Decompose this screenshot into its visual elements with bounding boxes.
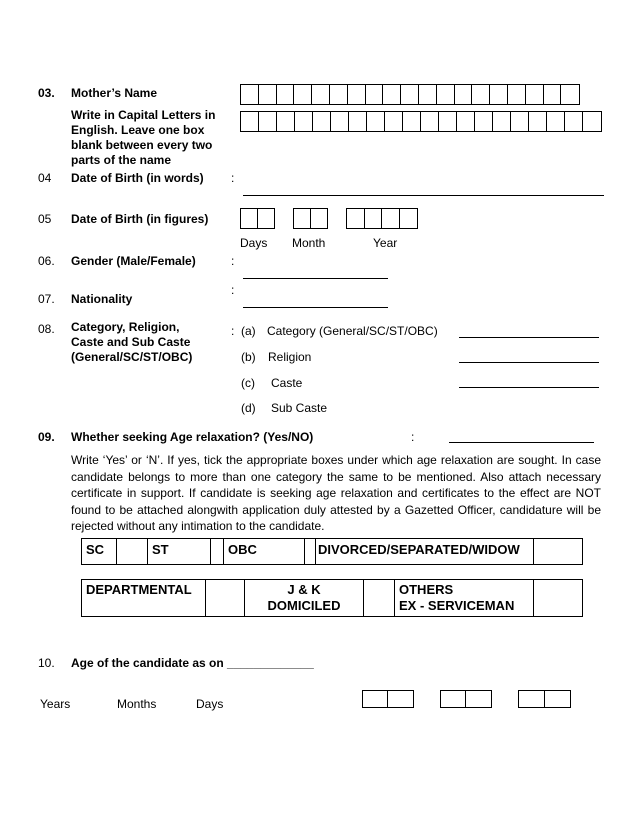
mother-name-boxes-row2[interactable] (240, 111, 602, 132)
q08-item-c-marker: (c) (241, 376, 255, 390)
char-box[interactable] (403, 112, 421, 131)
age-relaxation-categories-row1 (81, 538, 583, 565)
divorced-checkbox[interactable] (534, 539, 583, 565)
q09-colon: : (411, 430, 415, 444)
q09-label: Whether seeking Age relaxation? (Yes/NO) (71, 430, 314, 444)
q06-label: Gender (Male/Female) (71, 254, 196, 268)
domiciled-label: DOMICILED (267, 598, 341, 613)
char-box[interactable] (365, 209, 383, 228)
dob-year-caption: Year (373, 236, 398, 250)
sc-checkbox[interactable] (117, 539, 148, 565)
q10-number: 10. (38, 656, 55, 670)
age-days-boxes[interactable] (518, 690, 571, 708)
dob-month-caption: Month (292, 236, 326, 250)
char-box[interactable] (385, 112, 403, 131)
q08-number: 08. (38, 322, 55, 336)
char-box[interactable] (258, 209, 274, 228)
char-box[interactable] (441, 691, 466, 707)
char-box[interactable] (457, 112, 475, 131)
char-box[interactable] (294, 85, 312, 104)
char-box[interactable] (383, 85, 401, 104)
ex-serviceman-text: EX - SERVICEMAN (399, 598, 515, 613)
q04-number: 04 (38, 171, 52, 185)
q05-label: Date of Birth (in figures) (71, 212, 209, 226)
q08-item-c-text: Caste (271, 376, 303, 390)
char-box[interactable] (419, 85, 437, 104)
others-text: OTHERS (399, 582, 454, 597)
char-box[interactable] (511, 112, 529, 131)
char-box[interactable] (421, 112, 439, 131)
others-checkbox[interactable] (534, 580, 583, 617)
char-box[interactable] (472, 85, 490, 104)
q05-number: 05 (38, 212, 52, 226)
char-box[interactable] (466, 691, 491, 707)
char-box[interactable] (508, 85, 526, 104)
age-years-boxes[interactable] (362, 690, 414, 708)
q03-number: 03. (38, 86, 55, 100)
char-box[interactable] (295, 112, 313, 131)
q03-label: Mother’s Name (71, 86, 158, 100)
st-checkbox[interactable] (211, 539, 224, 565)
religion-line[interactable] (459, 362, 599, 363)
q10-label: Age of the candidate as on _____________ (71, 656, 314, 670)
char-box[interactable] (277, 112, 295, 131)
char-box[interactable] (259, 85, 277, 104)
char-box[interactable] (547, 112, 565, 131)
char-box[interactable] (330, 85, 348, 104)
q04-colon: : (231, 171, 235, 185)
char-box[interactable] (294, 209, 311, 228)
char-box[interactable] (583, 112, 601, 131)
q06-number: 06. (38, 254, 55, 268)
age-relaxation-line[interactable] (449, 442, 594, 443)
departmental-label: DEPARTMENTAL (82, 580, 206, 617)
dob-year-boxes[interactable] (346, 208, 418, 229)
char-box[interactable] (400, 209, 417, 228)
age-relaxation-instructions: Write ‘Yes’ or ‘N’. If yes, tick the appropriate boxes under which age relaxation are sought. In case candidate belongs to more than one category the same to be mentioned. Also attach necessary certificate in support. If candidate is seeking age relaxation and certificates to the effect are NOT found to be attached alongwith application duly attested by a Gazetted Officer, candidature will be rejected without any intimation to the candidate. (71, 453, 601, 533)
age-days-caption: Days (196, 697, 224, 711)
caste-line[interactable] (459, 387, 599, 388)
q08-item-d-marker: (d) (241, 401, 256, 415)
char-box[interactable] (241, 209, 258, 228)
st-label: ST (148, 539, 211, 565)
age-months-boxes[interactable] (440, 690, 492, 708)
dob-words-line[interactable] (243, 195, 604, 196)
departmental-checkbox[interactable] (206, 580, 245, 617)
others-label (395, 580, 534, 617)
char-box[interactable] (565, 112, 583, 131)
dob-month-boxes[interactable] (293, 208, 328, 229)
q07-label: Nationality (71, 292, 133, 306)
char-box[interactable] (561, 85, 579, 104)
char-box[interactable] (544, 85, 562, 104)
jk-checkbox[interactable] (364, 580, 395, 617)
q04-label: Date of Birth (in words) (71, 171, 204, 185)
dob-day-boxes[interactable] (240, 208, 275, 229)
char-box[interactable] (367, 112, 385, 131)
char-box[interactable] (277, 85, 295, 104)
char-box[interactable] (313, 112, 331, 131)
mother-name-boxes-row1[interactable] (240, 84, 580, 105)
q06-colon: : (231, 254, 235, 268)
char-box[interactable] (348, 85, 366, 104)
char-box[interactable] (259, 112, 277, 131)
q09-number: 09. (38, 430, 55, 444)
char-box[interactable] (363, 691, 388, 707)
q08-colon: : (231, 324, 235, 338)
q07-colon: : (231, 283, 235, 297)
gender-line[interactable] (243, 278, 388, 279)
char-box[interactable] (519, 691, 545, 707)
char-box[interactable] (347, 209, 365, 228)
q08-item-b-marker: (b) (241, 350, 256, 364)
q03-note: Write in Capital Letters in English. Leave one box blank between every two parts of the name (71, 108, 216, 167)
q08-item-a-text: Category (General/SC/ST/OBC) (267, 324, 438, 338)
char-box[interactable] (241, 85, 259, 104)
q08-item-a-marker: (a) (241, 324, 256, 338)
char-box[interactable] (455, 85, 473, 104)
obc-label: OBC (224, 539, 305, 565)
char-box[interactable] (545, 691, 570, 707)
char-box[interactable] (475, 112, 493, 131)
age-years-caption: Years (40, 697, 71, 711)
q08-label: Category, Religion, Caste and Sub Caste (General/SC/ST/OBC) (71, 320, 193, 364)
char-box[interactable] (311, 209, 327, 228)
jk-domiciled-label (245, 580, 364, 617)
sc-label: SC (82, 539, 117, 565)
q07-number: 07. (38, 292, 55, 306)
char-box[interactable] (241, 112, 259, 131)
jk-label: J & K (287, 582, 321, 597)
char-box[interactable] (312, 85, 330, 104)
char-box[interactable] (439, 112, 457, 131)
age-relaxation-categories-row2 (81, 579, 583, 617)
age-months-caption: Months (117, 697, 157, 711)
char-box[interactable] (493, 112, 511, 131)
char-box[interactable] (331, 112, 349, 131)
char-box[interactable] (529, 112, 547, 131)
nationality-line[interactable] (243, 307, 388, 308)
dob-days-caption: Days (240, 236, 268, 250)
obc-checkbox[interactable] (305, 539, 316, 565)
char-box[interactable] (349, 112, 367, 131)
q08-item-d-text: Sub Caste (271, 401, 328, 415)
char-box[interactable] (526, 85, 544, 104)
q08-item-b-text: Religion (268, 350, 312, 364)
category-line[interactable] (459, 337, 599, 338)
char-box[interactable] (437, 85, 455, 104)
char-box[interactable] (366, 85, 384, 104)
char-box[interactable] (382, 209, 400, 228)
divorced-label: DIVORCED/SEPARATED/WIDOW (316, 539, 534, 565)
char-box[interactable] (401, 85, 419, 104)
char-box[interactable] (490, 85, 508, 104)
char-box[interactable] (388, 691, 413, 707)
